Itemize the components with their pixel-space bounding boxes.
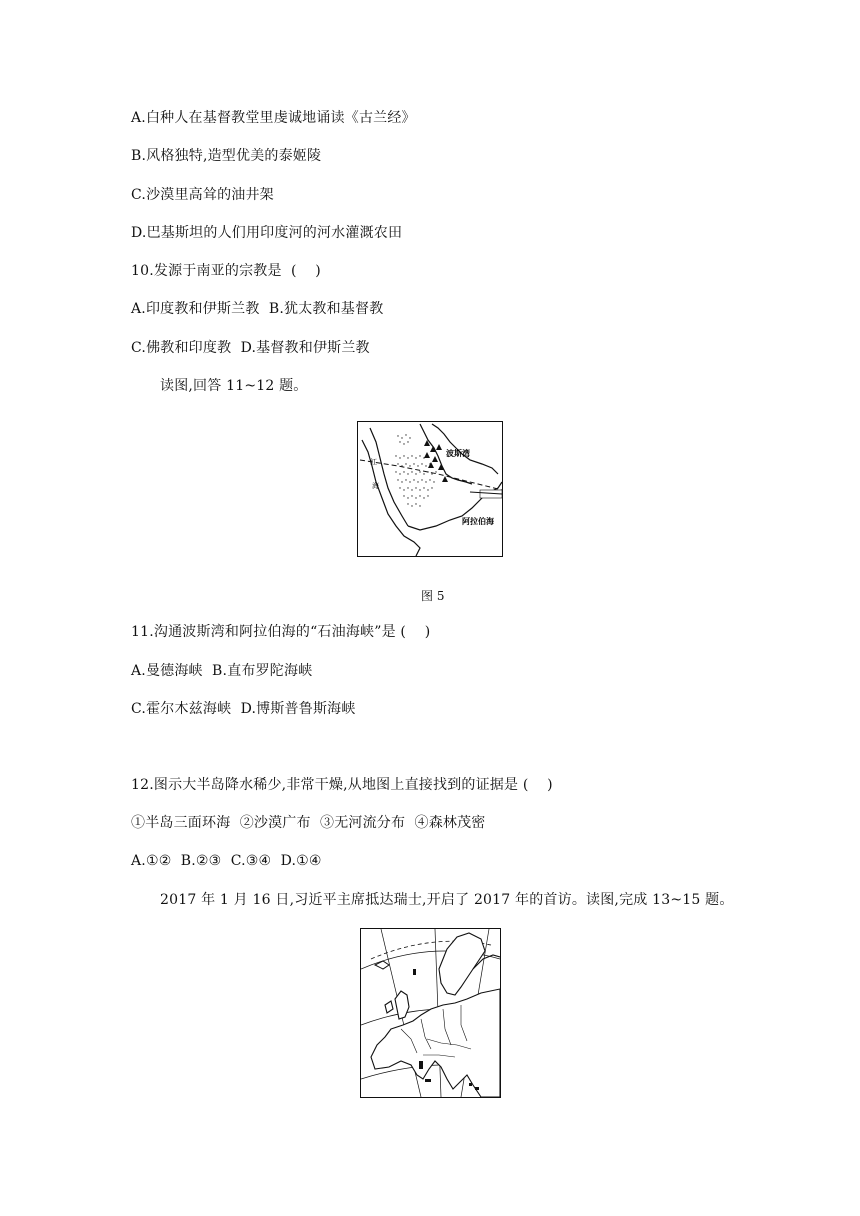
- figure5-caption: 图 5: [421, 589, 445, 603]
- label-persian-gulf: 波斯湾: [446, 448, 470, 458]
- q9-option-b: B.风格独特,造型优美的泰姬陵: [131, 148, 322, 164]
- label-arabian-sea: 阿拉伯海: [462, 516, 494, 526]
- intro-13-15: 2017 年 1 月 16 日,习近平主席抵达瑞士,开启了 2017 年的首访。读图,完成 13~15 题。: [160, 892, 734, 908]
- figure5-map-svg: [358, 422, 502, 556]
- q10-stem: 10.发源于南亚的宗教是 ( ): [131, 263, 321, 279]
- q9-option-d: D.巴基斯坦的人们用印度河的河水灌溉农田: [131, 225, 403, 241]
- europe-map-svg: [361, 929, 500, 1097]
- q9-option-a: A.白种人在基督教堂里虔诚地诵读《古兰经》: [131, 110, 416, 126]
- q10-options-row1: A.印度教和伊斯兰教 B.犹太教和基督教: [131, 301, 384, 317]
- intro-11-12: 读图,回答 11~12 题。: [160, 378, 308, 394]
- oil-derrick-icons: [424, 440, 448, 482]
- iceland: [375, 961, 389, 969]
- q10-options-row2: C.佛教和印度教 D.基督教和伊斯兰教: [131, 340, 370, 356]
- figure5-arabian-peninsula-map: [357, 421, 503, 557]
- europe-map: [360, 928, 501, 1098]
- q11-options-row2: C.霍尔木兹海峡 D.博斯普鲁斯海峡: [131, 701, 356, 717]
- ireland: [385, 1001, 393, 1013]
- peninsula-west-coast: [370, 428, 408, 526]
- label-red-sea-2: 海: [372, 482, 379, 490]
- label-red-sea-1: 红: [370, 458, 377, 466]
- q12-choices: ①半岛三面环海 ②沙漠广布 ③无河流分布 ④森林茂密: [131, 815, 486, 831]
- q11-stem: 11.沟通波斯湾和阿拉伯海的“石油海峡”是 ( ): [131, 624, 431, 640]
- q12-stem: 12.图示大半岛降水稀少,非常干燥,从地图上直接找到的证据是 ( ): [131, 777, 553, 793]
- q11-options-row1: A.曼德海峡 B.直布罗陀海峡: [131, 663, 313, 679]
- q12-options: A.①② B.②③ C.③④ D.①④: [131, 853, 322, 869]
- q9-option-c: C.沙漠里高耸的油井架: [131, 187, 274, 203]
- desert-dots: [395, 434, 436, 506]
